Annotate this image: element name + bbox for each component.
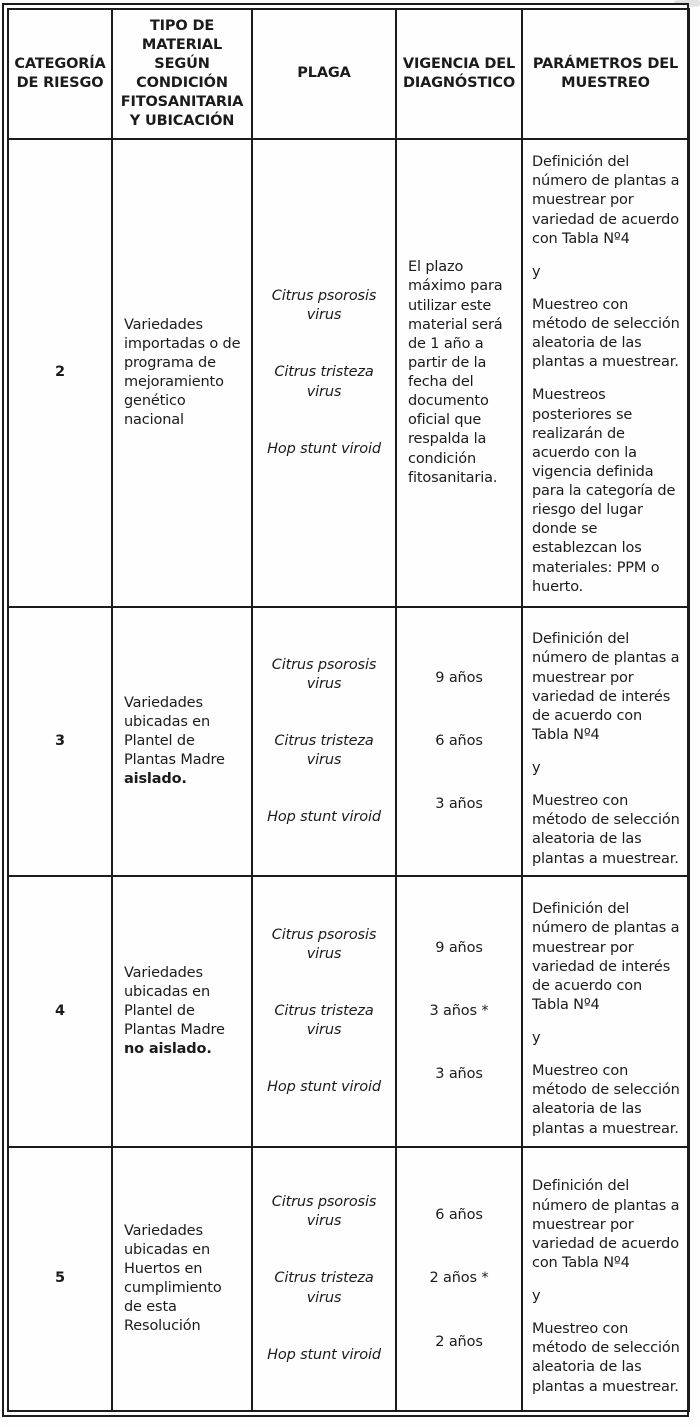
header-tipo-de-material: TIPO DE MATERIAL SEGÚN CONDICIÓN FITOSANITARIA Y UBICACIÓN bbox=[112, 9, 252, 139]
parametro-paragraph: Muestreo con método de selección aleatoria de las plantas a muestrear. bbox=[532, 793, 680, 867]
vigencia-item: 3 años * bbox=[429, 1002, 489, 1019]
risk-categories-table bbox=[7, 8, 690, 1412]
vigencia-item: 9 años bbox=[435, 669, 483, 686]
cell-vigencia bbox=[396, 1147, 522, 1411]
cell-vigencia bbox=[396, 876, 522, 1147]
table-row-categoria-2 bbox=[8, 139, 689, 607]
parametro-paragraph: Muestreo con método de selección aleatoria de las plantas a muestrear. bbox=[532, 1063, 680, 1137]
plaga-item: Citrus psorosis virus bbox=[271, 656, 377, 692]
parametro-paragraph: Definición del número de plantas a muestrear por variedad de acuerdo con Tabla Nº4 bbox=[532, 154, 680, 247]
table-row-categoria-3 bbox=[8, 607, 689, 876]
header-vigencia-del-diagnostico: VIGENCIA DEL DIAGNÓSTICO bbox=[396, 9, 522, 139]
vigencia-list bbox=[401, 1206, 517, 1351]
vigencia-item: 2 años bbox=[435, 1333, 483, 1350]
material-text: Variedades ubicadas en Plantel de Plantas Madre bbox=[124, 694, 225, 769]
plaga-item: Hop stunt viroid bbox=[267, 1079, 381, 1096]
table-outer-border bbox=[2, 3, 689, 1417]
cell-categoria: 2 bbox=[8, 139, 112, 607]
cell-plagas bbox=[252, 607, 396, 876]
vigencia-item: 6 años bbox=[435, 1207, 483, 1224]
table-row-categoria-5 bbox=[8, 1147, 689, 1411]
parametro-paragraph: y bbox=[532, 1030, 541, 1047]
cell-parametros bbox=[522, 607, 689, 876]
plaga-list bbox=[258, 1193, 390, 1365]
plaga-list bbox=[258, 926, 390, 1098]
cell-material bbox=[112, 139, 252, 607]
plaga-item: Citrus tristeza virus bbox=[274, 1002, 374, 1039]
plaga-item: Citrus psorosis virus bbox=[271, 288, 377, 324]
cell-material bbox=[112, 876, 252, 1147]
header-plaga: PLAGA bbox=[252, 9, 396, 139]
vigencia-list bbox=[401, 939, 517, 1084]
cell-categoria: 3 bbox=[8, 607, 112, 876]
plaga-item: Citrus tristeza virus bbox=[274, 1270, 374, 1306]
table-row-categoria-4 bbox=[8, 876, 689, 1147]
header-categoria-de-riesgo: CATEGORÍA DE RIESGO bbox=[8, 9, 112, 139]
cell-plagas bbox=[252, 139, 396, 607]
cell-material bbox=[112, 607, 252, 876]
cell-plagas bbox=[252, 1147, 396, 1411]
parametro-paragraph: Muestreo con método de selección aleatoria de las plantas a muestrear. bbox=[532, 296, 680, 371]
header-parametros-del-muestreo: PARÁMETROS DEL MUESTREO bbox=[522, 9, 689, 139]
vigencia-item: 2 años * bbox=[429, 1270, 489, 1287]
parametro-paragraph: y bbox=[532, 760, 541, 777]
plaga-item: Hop stunt viroid bbox=[267, 1346, 381, 1363]
vigencia-item: 3 años bbox=[435, 1066, 483, 1083]
cell-plagas bbox=[252, 876, 396, 1147]
cell-vigencia bbox=[396, 139, 522, 607]
parametro-paragraph: y bbox=[532, 1288, 541, 1304]
cell-categoria: 5 bbox=[8, 1147, 112, 1411]
vigencia-item: 6 años bbox=[435, 732, 483, 749]
vigencia-text: El plazo máximo para utilizar este material será de 1 año a partir de la fecha del documento oficial que respalda la condición fitosanitaria. bbox=[408, 259, 503, 486]
vigencia-item: 3 años bbox=[435, 796, 483, 813]
vigencia-item: 9 años bbox=[435, 939, 483, 956]
header-row bbox=[8, 9, 689, 139]
cell-parametros bbox=[522, 1147, 689, 1411]
plaga-list bbox=[258, 656, 390, 828]
cell-categoria: 4 bbox=[8, 876, 112, 1147]
plaga-item: Hop stunt viroid bbox=[267, 440, 381, 457]
plaga-item: Hop stunt viroid bbox=[267, 809, 381, 826]
cell-material bbox=[112, 1147, 252, 1411]
parametro-paragraph: Definición del número de plantas a muestrear por variedad de interés de acuerdo con Tabla Nº4 bbox=[532, 901, 680, 1013]
material-text-bold: aislado. bbox=[124, 771, 187, 788]
material-text: Variedades importadas o de programa de mejoramiento genético nacional bbox=[124, 316, 241, 429]
plaga-item: Citrus psorosis virus bbox=[271, 926, 377, 962]
plaga-item: Citrus tristeza virus bbox=[274, 732, 374, 769]
material-text: Variedades ubicadas en Plantel de Plantas Madre bbox=[124, 964, 225, 1039]
plaga-item: Citrus psorosis virus bbox=[271, 1194, 377, 1230]
vigencia-list bbox=[401, 669, 517, 814]
parametro-paragraph: Muestreo con método de selección aleatoria de las plantas a muestrear. bbox=[532, 1321, 680, 1395]
plaga-item: Citrus tristeza virus bbox=[274, 364, 374, 400]
parametro-paragraph: y bbox=[532, 263, 541, 280]
cell-parametros bbox=[522, 139, 689, 607]
cell-parametros bbox=[522, 876, 689, 1147]
parametro-paragraph: Definición del número de plantas a muestrear por variedad de interés de acuerdo con Tabla Nº4 bbox=[532, 631, 680, 743]
parametro-paragraph: Definición del número de plantas a muestrear por variedad de acuerdo con Tabla Nº4 bbox=[532, 1178, 680, 1271]
plaga-list bbox=[258, 287, 390, 459]
material-text-bold: no aislado. bbox=[124, 1041, 212, 1058]
parametro-paragraph: Muestreos posteriores se realizarán de acuerdo con la vigencia definida para la categoría de riesgo del lugar donde se establezcan los materiales: PPM o huerto. bbox=[532, 387, 676, 595]
cell-vigencia bbox=[396, 607, 522, 876]
material-text: Variedades ubicadas en Huertos en cumplimiento de esta Resolución bbox=[124, 1222, 222, 1335]
